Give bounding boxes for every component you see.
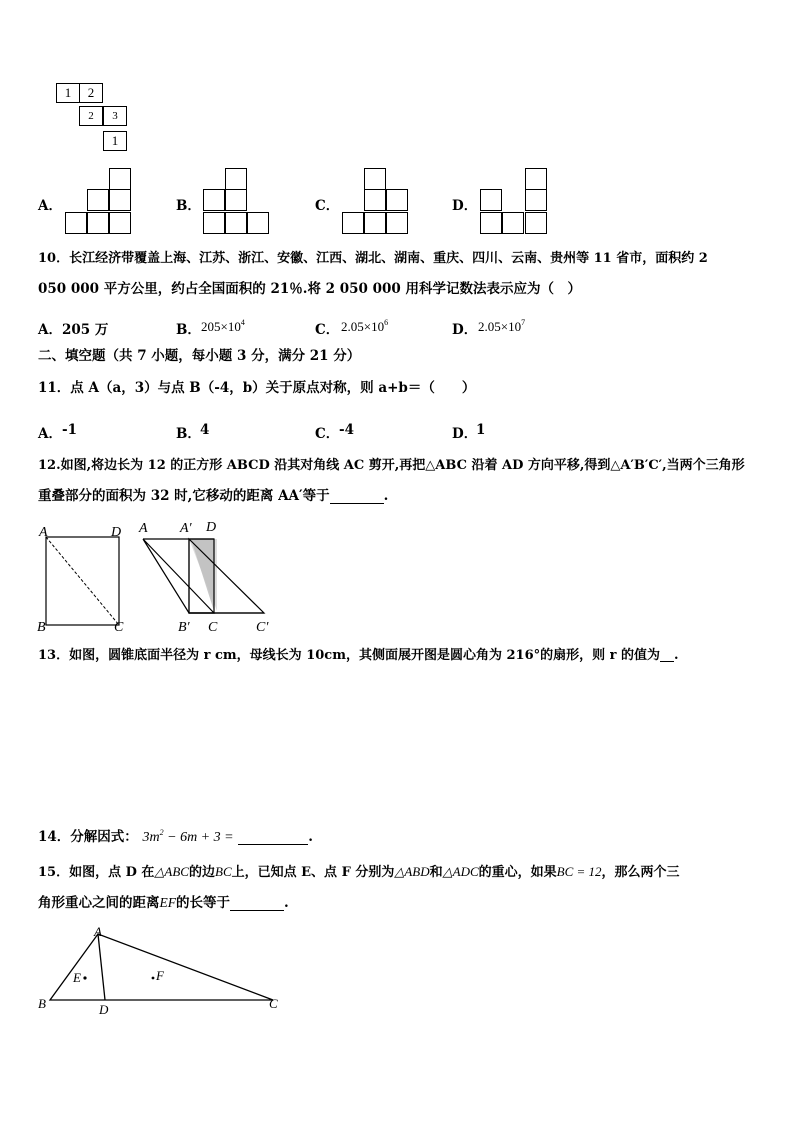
q12-line2: 重叠部分的面积为 32 时,它移动的距离 AA′等于 . — [38, 488, 389, 504]
label-c: C — [208, 620, 218, 635]
option-label: D． — [452, 198, 478, 214]
net-cell: 1 — [56, 83, 80, 103]
q14-text: 14．分解因式： $3m^2 - 6m + 3$ = . — [38, 828, 313, 845]
net-cell: 2 — [79, 106, 103, 126]
net-cell: 3 — [103, 106, 127, 126]
option-label: C． — [315, 322, 340, 338]
triangle-abc — [50, 934, 273, 1000]
option-value: $2.05\times 10^6$ — [341, 318, 389, 334]
translated-triangles — [138, 520, 269, 635]
label-b: B — [38, 996, 46, 1011]
option-label: C． — [315, 198, 340, 214]
option-label: C． — [315, 426, 340, 442]
option-value: $205\times 10^4$ — [201, 318, 245, 334]
option-value: 205 万 — [62, 322, 109, 338]
label-b: B — [37, 620, 46, 635]
label-a-prime: A′ — [180, 521, 192, 536]
answer-blank — [330, 491, 384, 504]
label-e: E — [73, 970, 81, 985]
label-a: A — [94, 924, 102, 939]
option-label: A． — [38, 198, 62, 214]
label-d: D — [111, 525, 122, 540]
q15-line1: 15．如图，点 D 在△ABC的边BC上，已知点 E、点 F 分别为△ABD和△ADC的重心，如果BC = 12，那么两个三 — [38, 864, 680, 880]
option-label: A． — [38, 322, 62, 338]
label-a: A — [39, 525, 48, 540]
q12-figure — [30, 515, 290, 635]
q13-text: 13．如图，圆锥底面半径为 r cm，母线长为 10cm，其侧面展开图是圆心角为 216°的扇形，则 r 的值为 . — [38, 648, 679, 663]
option-value: $2.05\times 10^7$ — [478, 318, 526, 334]
q11-text: 11．点 A（a，3）与点 B（-4，b）关于原点对称，则 a+b＝（ ） — [38, 380, 476, 396]
factor-expression: $3m^2 - 6m + 3$ = — [142, 828, 234, 845]
net-cell: 1 — [103, 131, 127, 151]
segment-ad — [98, 934, 105, 1000]
option-label: A． — [38, 426, 62, 442]
point-f — [152, 977, 155, 980]
answer-blank — [238, 832, 308, 845]
option-label: D． — [452, 426, 478, 442]
option-value: 1 — [476, 422, 486, 438]
square-abcd — [37, 525, 124, 635]
option-label: B． — [176, 198, 201, 214]
option-label: B． — [176, 426, 201, 442]
net-cell: 2 — [79, 83, 103, 103]
answer-blank — [660, 649, 674, 662]
q15-figure — [34, 922, 294, 1018]
option-value: -4 — [339, 422, 354, 438]
q12-line1: 12.如图,将边长为 12 的正方形 ABCD 沿其对角线 AC 剪开,再把△ABC 沿着 AD 方向平移,得到△A′B′C′,当两个三角形 — [38, 458, 745, 473]
label-c-prime: C′ — [256, 620, 269, 635]
option-value: -1 — [62, 422, 77, 438]
label-c: C — [114, 620, 124, 635]
label-f: F — [156, 968, 164, 983]
option-label: B． — [176, 322, 201, 338]
q10-line2: 050 000 平方公里，约占全国面积的 21％.将 2 050 000 用科学记数法表示应为（ ） — [38, 281, 581, 297]
label-d: D — [206, 520, 217, 535]
option-value: 4 — [200, 422, 210, 438]
label-d: D — [99, 1002, 109, 1017]
option-label: D． — [452, 322, 478, 338]
q15-line2: 角形重心之间的距离EF的长等于 . — [38, 895, 289, 911]
label-a: A — [139, 521, 148, 536]
label-c: C — [269, 996, 278, 1011]
section-heading: 二、填空题（共 7 小题，每小题 3 分，满分 21 分） — [38, 348, 361, 364]
label-b-prime: B′ — [178, 620, 190, 635]
point-e — [83, 976, 86, 979]
q10-line1: 10．长江经济带覆盖上海、江苏、浙江、安徽、江西、湖北、湖南、重庆、四川、云南、贵州等 11 省市，面积约 2 — [38, 251, 708, 266]
answer-blank — [230, 898, 284, 911]
